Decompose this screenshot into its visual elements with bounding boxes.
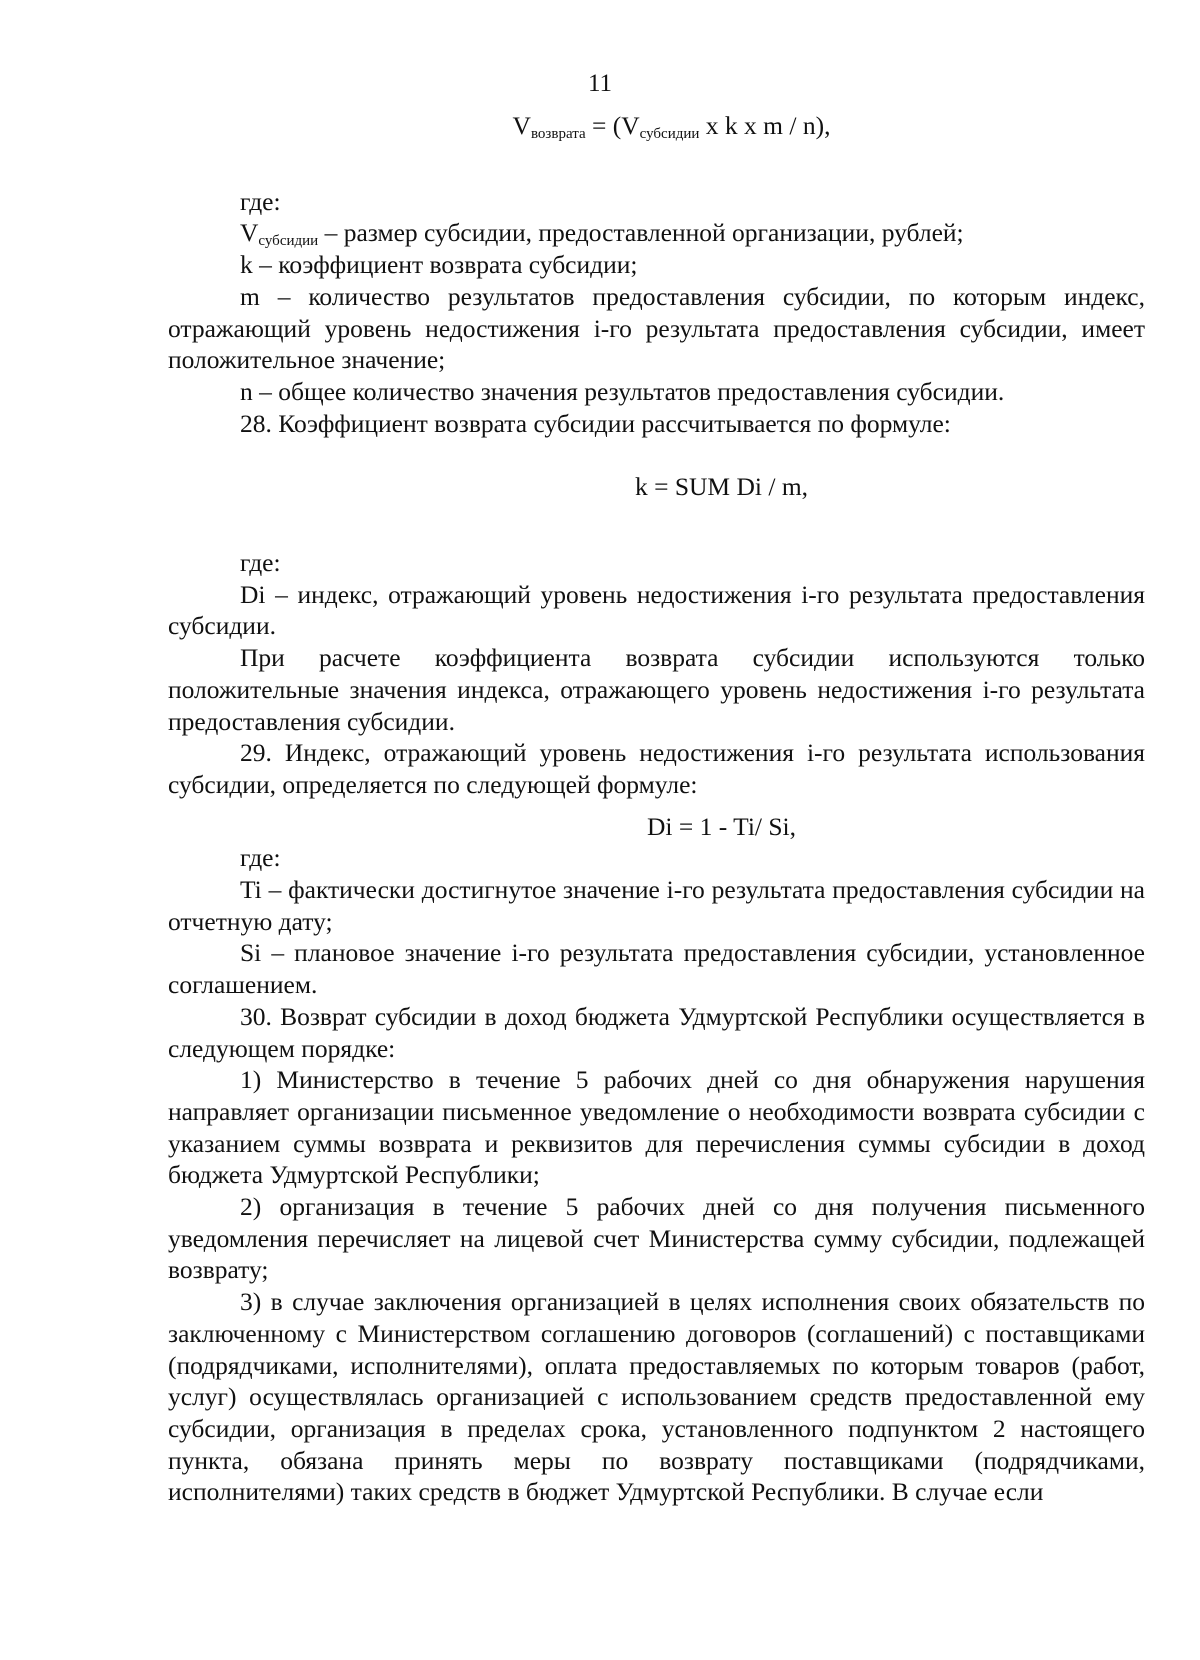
- formula-return-volume: $V_{возврата} = (V_{субсидии}$ x k x m / n),: [512, 111, 831, 142]
- where-label: где:: [240, 548, 281, 577]
- subitem-3: 3) в случае заключения организацией в целях исполнения своих обязательств по заключенному с Министерством соглашению договоров (соглашений) с поставщиками (подрядчиками, исполнителями), оплата предоставляемых по которым товаров (работ, услуг) осуществлялась организацией с использованием средств предоставленной ему субсидии, организация в пределах срока, установленного подпунктом 2 настоящего пункта, обязана принять меры по возврату поставщиками (подрядчиками, исполнителями) таких средств в бюджет Удмуртской Республики. В случае если: [168, 1287, 1145, 1507]
- subitem-1: 1) Министерство в течение 5 рабочих дней со дня обнаружения нарушения направляет организации письменное уведомление о необходимости возврата субсидии с указанием суммы возврата и реквизитов для перечисления суммы субсидии в доход бюджета Удмуртской Республики;: [168, 1065, 1145, 1190]
- definition-ti: Ti – фактически достигнутое значение i-го результата предоставления субсидии на отчетную дату;: [168, 875, 1145, 936]
- document-body: [168, 110, 1145, 1508]
- page-number: 11: [587, 70, 613, 97]
- item-30: 30. Возврат субсидии в доход бюджета Удмуртской Республики осуществляется в следующем порядке:: [168, 1001, 1145, 1063]
- item-29: 29. Индекс, отражающий уровень недостижения i-го результата использования субсидии, определяется по следующей формуле:: [168, 738, 1145, 799]
- definition-di: Di – индекс, отражающий уровень недостижения i-го результата предоставления субсидии.: [168, 579, 1145, 641]
- item-28: 28. Коэффициент возврата субсидии рассчитывается по формуле:: [240, 408, 951, 438]
- formula-coefficient: k = SUM Di / m,: [634, 472, 809, 502]
- where-label: где:: [240, 843, 281, 873]
- definition-n: n – общее количество значения результатов предоставления субсидии.: [240, 376, 1005, 406]
- formula-index: Di = 1 - Ti/ Si,: [646, 811, 797, 841]
- paragraph-calculation: При расчете коэффициента возврата субсидии используются только положительные значения индекса, отражающего уровень недостижения i-го результата предоставления субсидии.: [168, 643, 1145, 736]
- definition-si: Si – плановое значение i-го результата предоставления субсидии, установленное соглашением.: [168, 938, 1145, 1000]
- where-label: где:: [240, 186, 281, 216]
- definition-v: $V_{субсидии}$ – размер субсидии, предоставленной организации, рублей;: [240, 218, 964, 250]
- definition-m: m – количество результатов предоставления субсидии, по которым индекс, отражающий уровень недостижения i-го результата предоставления субсидии, имеет положительное значение;: [168, 281, 1145, 375]
- subitem-2: 2) организация в течение 5 рабочих дней со дня получения письменного уведомления перечисляет на лицевой счет Министерства сумму субсидии, подлежащей возврату;: [168, 1192, 1145, 1285]
- definition-k: k – коэффициент возврата субсидии;: [240, 250, 638, 280]
